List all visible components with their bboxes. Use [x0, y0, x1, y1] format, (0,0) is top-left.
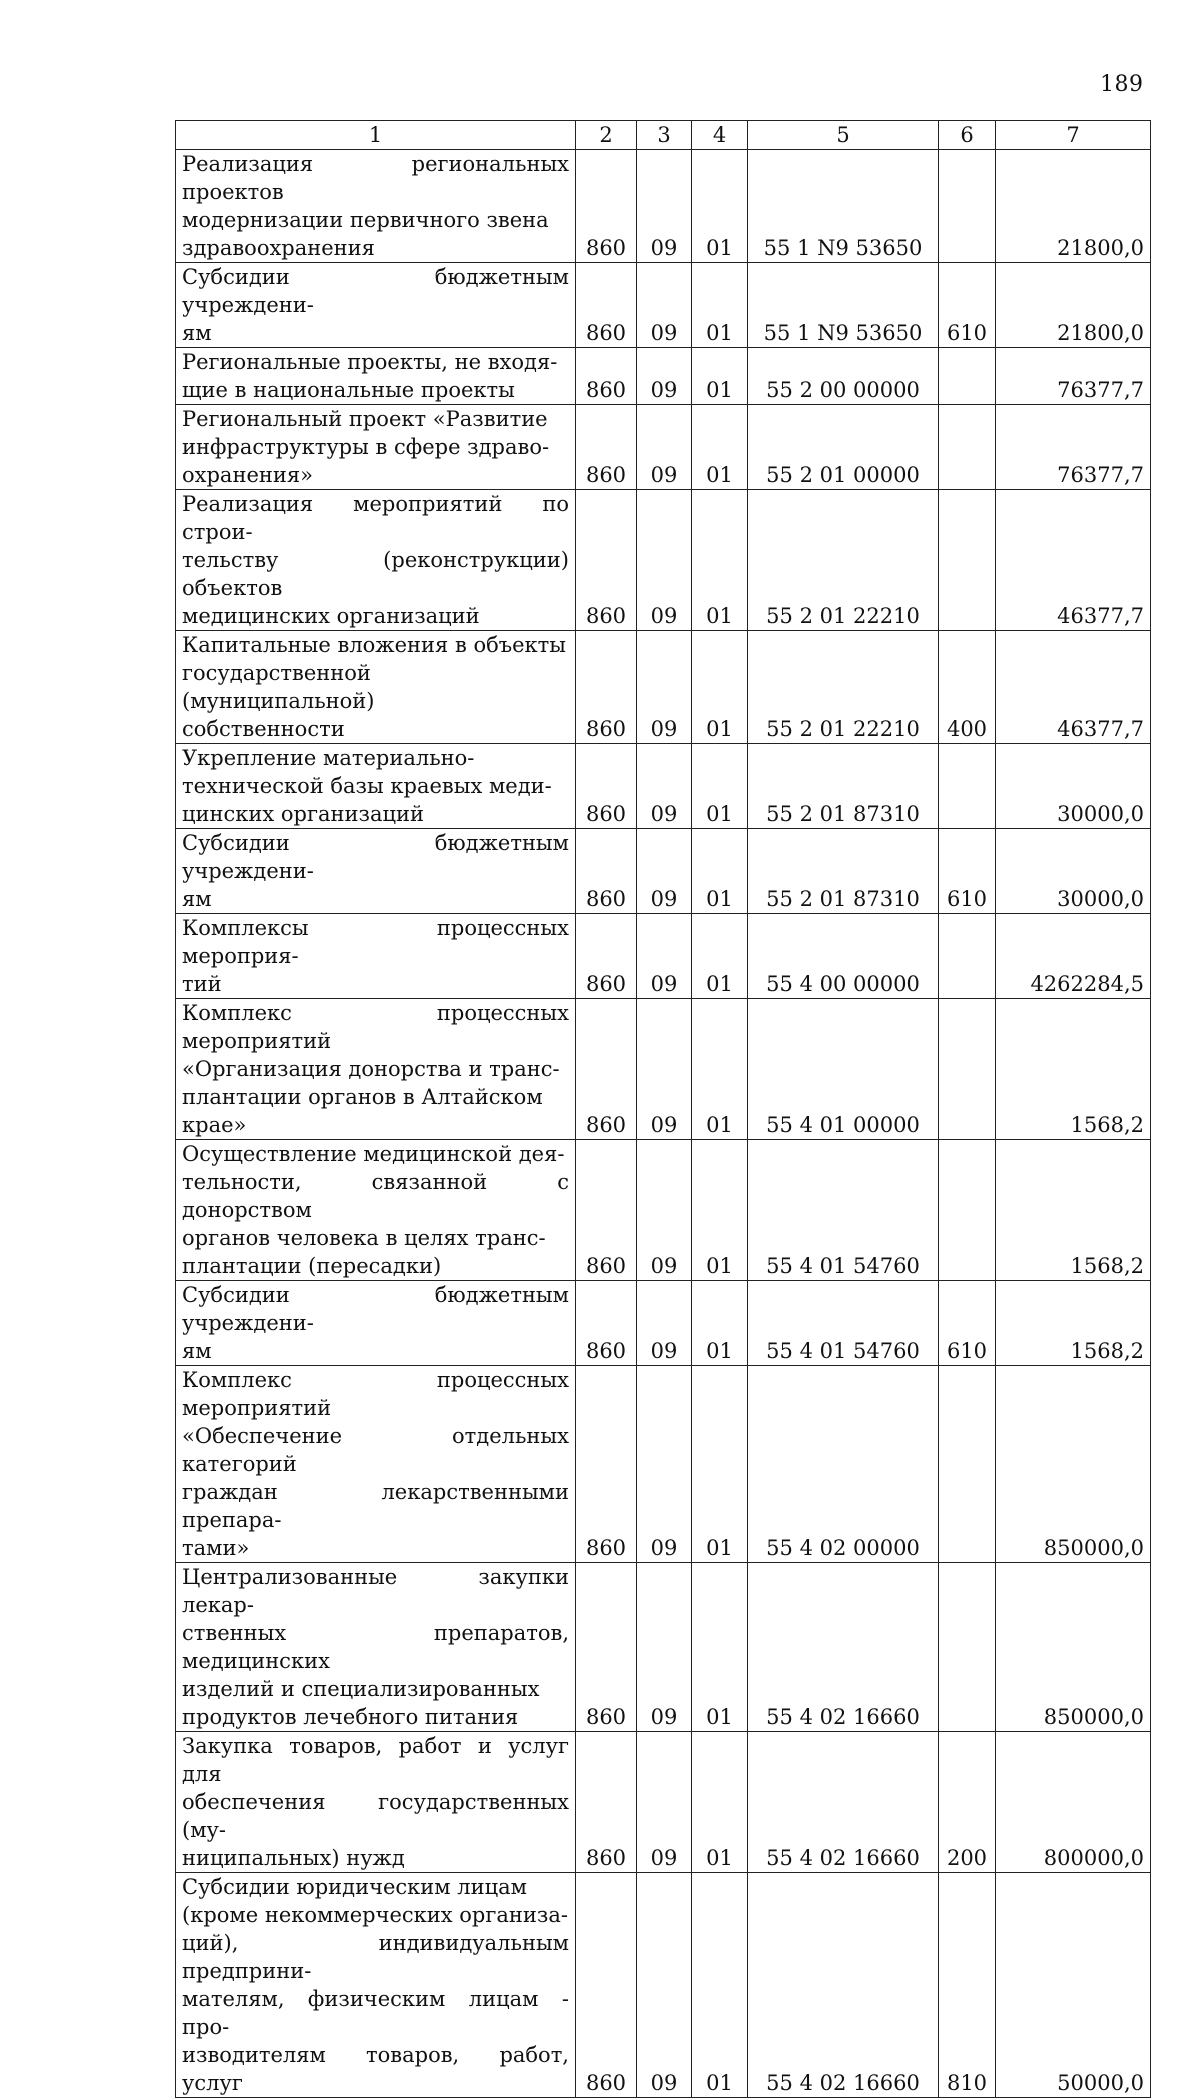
description-line: тами» — [182, 1536, 250, 1560]
cell-subsection-code: 01 — [692, 263, 748, 348]
cell-expense-type-code — [939, 405, 996, 490]
description-line: продуктов лечебного питания — [182, 1705, 519, 1729]
description-line: государственной (муниципальной) — [182, 661, 375, 713]
cell-target-article-code: 55 4 01 00000 — [748, 999, 939, 1140]
row-description — [176, 1873, 576, 2098]
cell-ministry-code: 860 — [576, 914, 637, 999]
description-line: тий — [182, 972, 222, 996]
description-line: технической базы краевых меди- — [182, 774, 552, 798]
description-line: обеспечения государственных (му- — [182, 1790, 569, 1842]
table-row — [176, 348, 1151, 405]
row-description — [176, 263, 576, 348]
cell-section-code: 09 — [637, 1366, 692, 1563]
description-line: инфраструктуры в сфере здраво- — [182, 435, 550, 459]
cell-ministry-code: 860 — [576, 1140, 637, 1281]
cell-amount: 1568,2 — [996, 999, 1151, 1140]
table-row — [176, 263, 1151, 348]
row-description — [176, 829, 576, 914]
column-header-1: 1 — [176, 121, 576, 150]
description-line: плантации органов в Алтайском — [182, 1085, 543, 1109]
description-line: Комплексы процессных мероприя- — [182, 916, 569, 968]
table-row — [176, 490, 1151, 631]
cell-subsection-code: 01 — [692, 150, 748, 263]
cell-expense-type-code: 610 — [939, 1281, 996, 1366]
cell-ministry-code: 860 — [576, 829, 637, 914]
description-line: Субсидии бюджетным учреждени- — [182, 831, 569, 883]
cell-expense-type-code: 810 — [939, 1873, 996, 2098]
description-line: Региональный проект «Развитие — [182, 407, 548, 431]
table-row — [176, 631, 1151, 744]
description-line: охранения» — [182, 463, 313, 487]
cell-subsection-code: 01 — [692, 999, 748, 1140]
cell-ministry-code: 860 — [576, 999, 637, 1140]
cell-section-code: 09 — [637, 348, 692, 405]
column-header-7: 7 — [996, 121, 1151, 150]
description-line: Региональные проекты, не входя- — [182, 350, 558, 374]
cell-amount: 850000,0 — [996, 1563, 1151, 1732]
cell-section-code: 09 — [637, 631, 692, 744]
table-row — [176, 1563, 1151, 1732]
row-description — [176, 490, 576, 631]
description-line: ям — [182, 1339, 212, 1363]
description-line: ям — [182, 321, 212, 345]
table-row — [176, 1281, 1151, 1366]
cell-subsection-code: 01 — [692, 914, 748, 999]
table-row — [176, 1140, 1151, 1281]
cell-target-article-code: 55 2 01 00000 — [748, 405, 939, 490]
description-line: Капитальные вложения в объекты — [182, 633, 566, 657]
cell-ministry-code: 860 — [576, 1563, 637, 1732]
cell-amount: 76377,7 — [996, 405, 1151, 490]
table-row — [176, 405, 1151, 490]
cell-expense-type-code — [939, 150, 996, 263]
description-line: Субсидии юридическим лицам — [182, 1875, 527, 1899]
cell-subsection-code: 01 — [692, 744, 748, 829]
cell-ministry-code: 860 — [576, 1366, 637, 1563]
description-line: щие в национальные проекты — [182, 378, 515, 402]
cell-ministry-code: 860 — [576, 1732, 637, 1873]
cell-target-article-code: 55 2 01 22210 — [748, 631, 939, 744]
row-description — [176, 1140, 576, 1281]
row-description — [176, 631, 576, 744]
cell-subsection-code: 01 — [692, 829, 748, 914]
cell-ministry-code: 860 — [576, 744, 637, 829]
row-description — [176, 1732, 576, 1873]
table-body — [176, 150, 1151, 2098]
description-line: граждан лекарственными препара- — [182, 1480, 569, 1532]
row-description — [176, 405, 576, 490]
cell-amount: 800000,0 — [996, 1732, 1151, 1873]
description-line: здравоохранения — [182, 236, 375, 260]
cell-expense-type-code — [939, 914, 996, 999]
cell-section-code: 09 — [637, 914, 692, 999]
cell-ministry-code: 860 — [576, 348, 637, 405]
description-line: Укрепление материально- — [182, 746, 475, 770]
cell-amount: 46377,7 — [996, 631, 1151, 744]
cell-ministry-code: 860 — [576, 1281, 637, 1366]
cell-target-article-code: 55 2 01 87310 — [748, 829, 939, 914]
cell-ministry-code: 860 — [576, 150, 637, 263]
column-header-6: 6 — [939, 121, 996, 150]
description-line: ниципальных) нужд — [182, 1846, 405, 1870]
cell-subsection-code: 01 — [692, 1563, 748, 1732]
cell-section-code: 09 — [637, 263, 692, 348]
table-row — [176, 829, 1151, 914]
description-line: «Организация донорства и транс- — [182, 1057, 560, 1081]
description-line: крае» — [182, 1113, 247, 1137]
row-description — [176, 348, 576, 405]
cell-target-article-code: 55 4 02 16660 — [748, 1732, 939, 1873]
cell-section-code: 09 — [637, 490, 692, 631]
table-row — [176, 744, 1151, 829]
description-line: «Обеспечение отдельных категорий — [182, 1424, 569, 1476]
cell-amount: 50000,0 — [996, 1873, 1151, 2098]
description-line: медицинских организаций — [182, 604, 480, 628]
cell-expense-type-code — [939, 1563, 996, 1732]
cell-expense-type-code: 610 — [939, 829, 996, 914]
cell-subsection-code: 01 — [692, 1281, 748, 1366]
cell-amount: 30000,0 — [996, 829, 1151, 914]
row-description — [176, 1366, 576, 1563]
column-header-5: 5 — [748, 121, 939, 150]
table-row — [176, 914, 1151, 999]
description-line: (кроме некоммерческих организа- — [182, 1903, 568, 1927]
description-line: тельству (реконструкции) объектов — [182, 548, 569, 600]
cell-section-code: 09 — [637, 1140, 692, 1281]
row-description — [176, 1281, 576, 1366]
cell-section-code: 09 — [637, 829, 692, 914]
cell-amount: 850000,0 — [996, 1366, 1151, 1563]
cell-expense-type-code — [939, 348, 996, 405]
description-line: органов человека в целях транс- — [182, 1226, 546, 1250]
table-row — [176, 1366, 1151, 1563]
row-description — [176, 744, 576, 829]
description-line: Централизованные закупки лекар- — [182, 1565, 569, 1617]
cell-expense-type-code: 400 — [939, 631, 996, 744]
cell-amount: 1568,2 — [996, 1281, 1151, 1366]
cell-amount: 1568,2 — [996, 1140, 1151, 1281]
cell-amount: 21800,0 — [996, 263, 1151, 348]
description-line: Реализация региональных проектов — [182, 152, 569, 204]
cell-expense-type-code — [939, 999, 996, 1140]
cell-subsection-code: 01 — [692, 405, 748, 490]
description-line: цинских организаций — [182, 802, 424, 826]
cell-target-article-code: 55 2 01 22210 — [748, 490, 939, 631]
cell-section-code: 09 — [637, 1281, 692, 1366]
cell-target-article-code: 55 4 02 00000 — [748, 1366, 939, 1563]
description-line: ям — [182, 887, 212, 911]
budget-table — [175, 120, 1151, 2098]
cell-ministry-code: 860 — [576, 405, 637, 490]
cell-amount: 46377,7 — [996, 490, 1151, 631]
table-header-row — [176, 121, 1151, 150]
cell-subsection-code: 01 — [692, 631, 748, 744]
description-line: ственных препаратов, медицинских — [182, 1621, 569, 1673]
description-line: изводителям товаров, работ, услуг — [182, 2043, 569, 2095]
cell-ministry-code: 860 — [576, 490, 637, 631]
cell-section-code: 09 — [637, 405, 692, 490]
cell-ministry-code: 860 — [576, 1873, 637, 2098]
cell-section-code: 09 — [637, 999, 692, 1140]
row-description — [176, 1563, 576, 1732]
row-description — [176, 999, 576, 1140]
description-line: Осуществление медицинской дея- — [182, 1142, 565, 1166]
cell-subsection-code: 01 — [692, 1140, 748, 1281]
description-line: Реализация мероприятий по строи- — [182, 492, 569, 544]
cell-subsection-code: 01 — [692, 348, 748, 405]
cell-section-code: 09 — [637, 1873, 692, 2098]
cell-amount: 30000,0 — [996, 744, 1151, 829]
cell-expense-type-code: 610 — [939, 263, 996, 348]
description-line: Субсидии бюджетным учреждени- — [182, 265, 569, 317]
cell-ministry-code: 860 — [576, 631, 637, 744]
cell-target-article-code: 55 1 N9 53650 — [748, 150, 939, 263]
cell-subsection-code: 01 — [692, 1732, 748, 1873]
row-description — [176, 150, 576, 263]
cell-section-code: 09 — [637, 150, 692, 263]
column-header-4: 4 — [692, 121, 748, 150]
description-line: изделий и специализированных — [182, 1677, 540, 1701]
cell-amount: 4262284,5 — [996, 914, 1151, 999]
description-line: модернизации первичного звена — [182, 208, 549, 232]
description-line: Субсидии бюджетным учреждени- — [182, 1283, 569, 1335]
cell-amount: 76377,7 — [996, 348, 1151, 405]
table-row — [176, 999, 1151, 1140]
cell-ministry-code: 860 — [576, 263, 637, 348]
cell-target-article-code: 55 4 02 16660 — [748, 1873, 939, 2098]
cell-expense-type-code — [939, 744, 996, 829]
description-line: Комплекс процессных мероприятий — [182, 1001, 569, 1053]
description-line: Комплекс процессных мероприятий — [182, 1368, 569, 1420]
page-number: 189 — [1100, 72, 1144, 97]
cell-subsection-code: 01 — [692, 490, 748, 631]
row-description — [176, 914, 576, 999]
description-line: плантации (пересадки) — [182, 1254, 442, 1278]
table-row — [176, 1873, 1151, 2098]
cell-target-article-code: 55 4 01 54760 — [748, 1140, 939, 1281]
cell-section-code: 09 — [637, 1732, 692, 1873]
cell-target-article-code: 55 2 00 00000 — [748, 348, 939, 405]
cell-expense-type-code — [939, 1140, 996, 1281]
cell-expense-type-code: 200 — [939, 1732, 996, 1873]
description-line: ций), индивидуальным предприни- — [182, 1931, 569, 1983]
column-header-3: 3 — [637, 121, 692, 150]
cell-subsection-code: 01 — [692, 1366, 748, 1563]
cell-target-article-code: 55 4 00 00000 — [748, 914, 939, 999]
description-line: тельности, связанной с донорством — [182, 1170, 569, 1222]
table-row — [176, 1732, 1151, 1873]
cell-expense-type-code — [939, 1366, 996, 1563]
column-header-2: 2 — [576, 121, 637, 150]
cell-section-code: 09 — [637, 744, 692, 829]
cell-target-article-code: 55 4 01 54760 — [748, 1281, 939, 1366]
cell-section-code: 09 — [637, 1563, 692, 1732]
cell-target-article-code: 55 2 01 87310 — [748, 744, 939, 829]
cell-subsection-code: 01 — [692, 1873, 748, 2098]
cell-target-article-code: 55 1 N9 53650 — [748, 263, 939, 348]
cell-amount: 21800,0 — [996, 150, 1151, 263]
cell-expense-type-code — [939, 490, 996, 631]
table-row — [176, 150, 1151, 263]
description-line: Закупка товаров, работ и услуг для — [182, 1734, 569, 1786]
description-line: собственности — [182, 717, 345, 741]
cell-target-article-code: 55 4 02 16660 — [748, 1563, 939, 1732]
description-line: мателям, физическим лицам - про- — [182, 1987, 569, 2039]
